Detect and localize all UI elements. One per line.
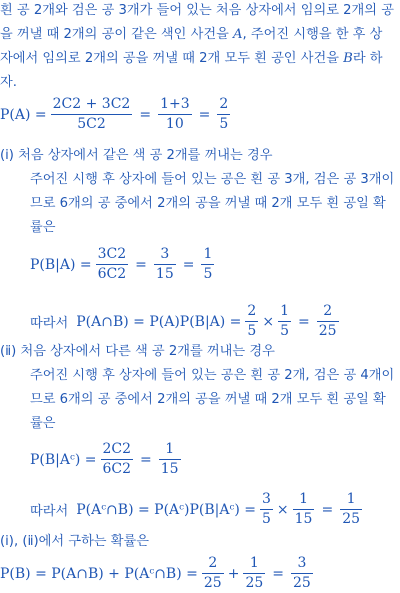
var-a: A [233, 27, 243, 42]
intro-line-3a: 자에서 임의로 2개의 공을 꺼낼 때 2개 모두 흰 공인 사건을 [0, 51, 344, 66]
case1-cond-num2: 3 [154, 246, 176, 265]
case2-f1-den: 5 [261, 511, 271, 527]
case1-f2-den: 5 [280, 323, 289, 339]
case1-intersection-equation: 따라서 P(A∩B) = P(A)P(B|A) = $\frac{2}{5}$ × $\frac{1}{5}$ = $\frac{2}{25}$ [30, 303, 337, 339]
case2-and-lhs: P(Aᶜ∩B) = P(Aᶜ)P(B|Aᶜ) = [76, 501, 256, 518]
case1-cond-lhs: P(B|A) = [30, 256, 92, 273]
case2-f2-num: 1 [293, 491, 315, 510]
case2-f3-den: 25 [342, 511, 361, 527]
case2-text-3: 률은 [30, 416, 56, 431]
case1-f3-den: 25 [318, 323, 337, 339]
case1-f3-num: 2 [317, 303, 339, 322]
final-equation: P(B) = P(A∩B) + P(Aᶜ∩B) = $\frac{2}{25}$ + $\frac{1}{25}$ = $\frac{3}{25}$ [0, 555, 311, 591]
times-sign: × [276, 501, 289, 518]
case2-cond-num2: 1 [159, 441, 181, 460]
intro-line-3 [0, 48, 383, 70]
case2-text-2: 므로 6개의 공 중에서 2개의 공을 꺼낼 때 2개 모두 흰 공일 확 [30, 392, 386, 407]
intro-line-3b: 라 하 [352, 51, 383, 66]
case1-conditional-equation: P(B|A) = $\frac{3C2}{6C2}$ = $\frac{3}{15}$ = $\frac{1}{5}$ [30, 246, 213, 282]
pa-num-right: 2 [217, 96, 230, 115]
intro-line-2a: 을 꺼낼 때 2개의 공이 같은 색인 사건을 [0, 27, 234, 42]
intro-line-2b: , 주어진 시행을 한 후 상 [242, 27, 383, 42]
final-lhs: P(B) = P(A∩B) + P(Aᶜ∩B) = [0, 565, 198, 582]
case1-cond-num: 3C2 [96, 246, 129, 265]
case1-heading: (ⅰ) 처음 상자에서 같은 색 공 2개를 꺼내는 경우 [0, 148, 273, 163]
case1-f1-den: 5 [247, 323, 257, 339]
intro-line-1: 흰 공 2개와 검은 공 3개가 들어 있는 처음 상자에서 임의로 2개의 공 [0, 3, 394, 18]
pa-den-right: 5 [219, 116, 229, 132]
pa-fraction-mid [158, 96, 192, 133]
final-heading: (ⅰ), (ⅱ)에서 구하는 확률은 [0, 534, 149, 549]
final-f3-den: 25 [293, 575, 311, 591]
final-f3-num: 3 [291, 555, 313, 574]
case1-text-3: 률은 [30, 220, 56, 235]
case2-cond-den2: 15 [160, 461, 179, 477]
final-f1-num: 2 [202, 555, 224, 574]
equation-pa: P(A) = $\frac{2C2 + 3C2}{5C2}$ = $\frac{1+3}{10}$ = $\frac{2}{5}$ [0, 96, 229, 132]
case1-text-1: 주어진 시행 후 상자에 들어 있는 공은 흰 공 3개, 검은 공 3개이 [30, 172, 395, 187]
pa-den-left: 5C2 [77, 116, 106, 132]
case2-therefore: 따라서 [30, 504, 69, 519]
case2-text-1: 주어진 시행 후 상자에 들어 있는 공은 흰 공 2개, 검은 공 4개이 [30, 368, 395, 383]
case2-heading: (ⅱ) 처음 상자에서 다른 색 공 2개를 꺼내는 경우 [0, 344, 275, 359]
case1-cond-den2: 15 [155, 266, 174, 282]
case1-cond-den3: 5 [203, 266, 213, 282]
case2-conditional-equation: P(B|Aᶜ) = $\frac{2C2}{6C2}$ = $\frac{1}{15}$ [30, 441, 179, 477]
case2-cond-den: 6C2 [102, 461, 132, 477]
intro-line-4: 자. [0, 75, 17, 90]
pa-fraction-right [217, 96, 230, 133]
case1-text-2: 므로 6개의 공 중에서 2개의 공을 꺼낼 때 2개 모두 흰 공일 확 [30, 196, 386, 211]
case1-cond-den: 6C2 [97, 266, 127, 282]
case1-f1-num: 2 [245, 303, 258, 322]
case2-cond-num: 2C2 [101, 441, 134, 460]
intro-line-2 [0, 24, 382, 46]
var-b: B [343, 51, 353, 66]
case2-f2-den: 15 [294, 511, 313, 527]
case1-and-lhs: P(A∩B) = P(A)P(B|A) = [76, 313, 242, 330]
case2-intersection-equation: 따라서 P(Aᶜ∩B) = P(Aᶜ)P(B|Aᶜ) = $\frac{3}{5}$ × $\frac{1}{15}$ = $\frac{1}{25}$ [30, 491, 361, 527]
pa-lhs: P(A) = [0, 106, 47, 123]
case2-f3-num: 1 [340, 491, 362, 510]
case1-cond-num3: 1 [201, 246, 214, 265]
final-f2-num: 1 [243, 555, 265, 574]
final-f1-den: 25 [203, 575, 222, 591]
case2-f1-num: 3 [260, 491, 273, 510]
case1-therefore: 따라서 [30, 316, 69, 331]
case1-f2-num: 1 [278, 303, 291, 322]
final-f2-den: 25 [245, 575, 264, 591]
times-sign: × [262, 313, 275, 330]
case2-cond-lhs: P(B|Aᶜ) = [30, 451, 97, 468]
pa-den-mid: 10 [165, 116, 184, 132]
pa-num-mid: 1+3 [158, 96, 192, 115]
pa-num-left: 2C2 + 3C2 [51, 96, 133, 115]
pa-fraction-combination [51, 96, 133, 133]
plus-sign: + [227, 565, 240, 582]
